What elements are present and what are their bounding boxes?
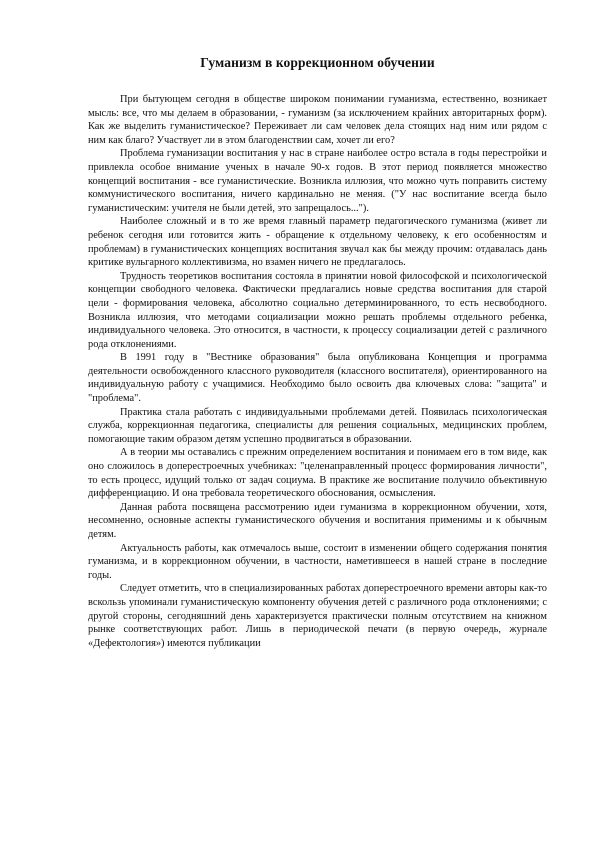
paragraph: Трудность теоретиков воспитания состояла в принятии новой философской и психологической концепции свободного человека. Фактически предлагались новые средства воспитания для старой цели - формирования человека, абсолютно социально детерминированного, то есть несвободного. Возникла иллюзия, что методами социализации можно решать проблемы отдельного ребенка, индивидуального человека. Это относится, в частности, к процессу социализации детей с различного рода отклонениями. [88, 270, 547, 350]
paragraph: Актуальность работы, как отмечалось выше, состоит в изменении общего содержания понятия гуманизма, и в коррекционном обучении, в частности, наметившееся в нашей стране в последние годы. [88, 542, 547, 581]
paragraph: При бытующем сегодня в обществе широком понимании гуманизма, естественно, возникает мысль: все, что мы делаем в образовании, - гуманизм (за исключением крайних авторитарных форм). Как же выделить гуманистическое? Переживает ли сам человек дела стоящих над ним или рядом с ним как благо? Участвует ли в этом благоденствии сам, хочет ли его? [88, 94, 547, 146]
paragraph: В 1991 году в "Вестнике образования" была опубликована Концепция и программа деятельности освобожденного классного руководителя (классного воспитателя), ориентированного на индивидуальную работу с учащимися. Необходимо было освоить два ключевых слова: "защита" и "проблема". [88, 352, 547, 405]
paragraph: Данная работа посвящена рассмотрению идеи гуманизма в коррекционном обучении, хотя, несомненно, основные аспекты гуманистического обучения и воспитания применимы и к обычным детям. [88, 501, 547, 540]
document-title: Гуманизм в коррекционном обучении [200, 55, 435, 70]
paragraph: А в теории мы оставались с прежним определением воспитания и понимаем его в том виде, как оно сложилось в доперестроечных учебниках: "целенаправленный процесс формирования личности", то есть процесс, идущий только от задач социума. В практике же воспитание получило объективную дифференциацию. И она требовала теоретического обоснования, осмысления. [88, 447, 547, 500]
paragraph: Практика стала работать с индивидуальными проблемами детей. Появилась психологическая служба, коррекционная педагогика, специалисты для решения социальных, медицинских проблем, помогающие таким образом детям успешно продвигаться в образовании. [88, 406, 547, 445]
document-body [88, 93, 547, 650]
paragraph: Следует отметить, что в специализированных работах доперестроечного времени авторы как-то вскользь упоминали гуманистическую компоненту обучения детей с различного рода отклонениями; с другой стороны, сегодняшний день характеризуется практически полным отсутствием на книжном рынке соответствующих работ. Лишь в периодической печати (в первую очередь, журнале «Дефектология») имеются публикации [88, 583, 547, 649]
paragraph: Проблема гуманизации воспитания у нас в стране наиболее остро встала в годы перестройки и привлекла особое внимание ученых в начале 90-х годов. В этот период появляется множество концепций воспитания - все гуманистические. Возникла иллюзия, что можно чуть поправить систему коммунистического воспитания, ничего кардинально не меняя. ("У нас воспитание всегда было гуманистическим: учителя не были детей, это запрещалось..."). [88, 148, 547, 214]
paragraph: Наиболее сложный и в то же время главный параметр педагогического гуманизма (живет ли ребенок сегодня или готовится жить - обращение к отдельному человеку, к его особенностям и проблемам) в гуманистических концепциях воспитания звучал как бы между прочим: отдавалась дань критике вульгарного коллективизма, но взамен ничего не предлагалось. [88, 216, 547, 269]
